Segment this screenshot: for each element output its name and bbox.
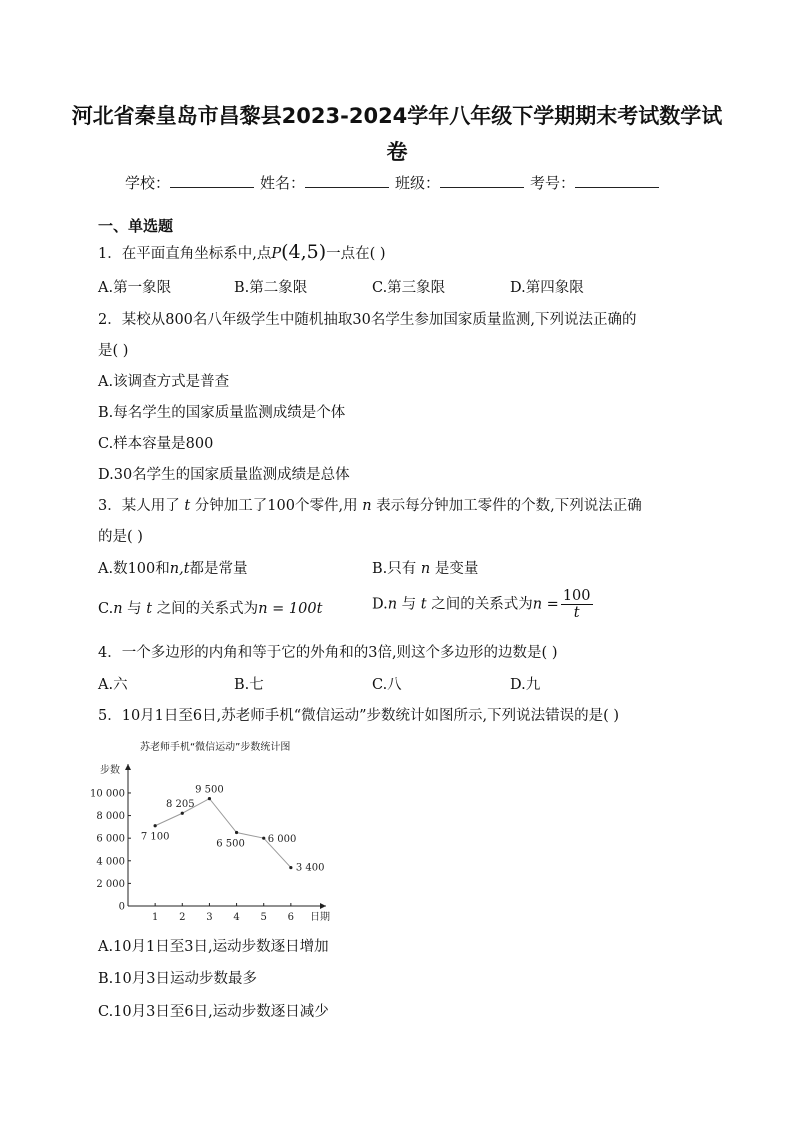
q5-option-b: B.10月3日运动步数最多 [98, 971, 257, 987]
data-label: 7 100 [140, 831, 170, 843]
step-count-line-chart [90, 755, 346, 930]
class-blank [440, 173, 524, 188]
data-point [154, 824, 157, 827]
q3-stem-line-1: 3．某人用了 t 分钟加工了100个零件,用 n 表示每分钟加工零件的个数,下列说法正确 [98, 498, 642, 514]
q4-option-a: A.六 [98, 677, 128, 693]
y-tick-label: 10 000 [90, 788, 125, 800]
data-point [208, 797, 211, 800]
q3-stem-line-2: 的是( ) [98, 529, 143, 545]
q2-option-d: D.30名学生的国家质量监测成绩是总体 [98, 467, 350, 483]
q1-option-a: A.第一象限 [98, 280, 172, 296]
y-tick-label: 2 000 [96, 878, 125, 890]
q5-stem: 5．10月1日至6日,苏老师手机“微信运动”步数统计如图所示,下列说法错误的是( ) [98, 708, 620, 724]
q1-option-b: B.第二象限 [234, 280, 308, 296]
x-tick-label: 1 [151, 912, 159, 923]
x-tick-label: 4 [233, 912, 240, 923]
q4-option-b: B.七 [234, 677, 264, 693]
q2-option-b: B.每名学生的国家质量监测成绩是个体 [98, 405, 346, 421]
data-label: 9 500 [195, 784, 224, 796]
q2-stem-line-1: 2．某校从800名八年级学生中随机抽取30名学生参加国家质量监测,下列说法正确的 [98, 312, 637, 328]
x-tick-label: 2 [179, 912, 186, 923]
number-blank [575, 173, 659, 188]
class-label: 班级： [395, 174, 441, 192]
x-tick-label: 3 [206, 912, 213, 923]
chart-title: 苏老师手机“微信运动”步数统计图 [140, 742, 291, 753]
y-tick-label: 8 000 [96, 811, 125, 823]
section-heading: 一、单选题 [98, 217, 174, 235]
x-axis-arrow [320, 903, 326, 909]
q4-option-c: C.八 [372, 677, 402, 693]
x-axis-label: 日期 [310, 912, 330, 923]
q3-fraction: $\frac{100}{t}$ [562, 588, 591, 621]
name-blank [305, 173, 389, 188]
q3-option-c: C.n 与 t 之间的关系式为n = 100t [98, 601, 323, 617]
data-label: 8 205 [165, 799, 195, 811]
y-axis-label: 步数 [100, 765, 120, 776]
y-tick-label: 6 000 [96, 833, 125, 845]
q1-point: P [271, 246, 282, 262]
data-point [289, 866, 292, 869]
x-tick-label: 6 [287, 912, 295, 923]
exam-title [60, 98, 734, 170]
q3-option-a: A.数100和n,t都是常量 [98, 561, 248, 577]
q4-option-d: D.九 [510, 677, 541, 693]
q2-stem-line-2: 是( ) [98, 343, 129, 359]
y-tick-label: 0 [118, 901, 125, 913]
q1-stem: 1．在平面直角坐标系中,点P(4,5)一点在( ) [98, 241, 386, 263]
data-point [262, 837, 265, 840]
q5-option-c: C.10月3日至6日,运动步数逐日减少 [98, 1004, 329, 1020]
q2-option-a: A.该调查方式是普查 [98, 374, 230, 390]
q4-stem: 4．一个多边形的内角和等于它的外角和的3倍,则这个多边形的边数是( ) [98, 645, 558, 661]
q1-option-c: C.第三象限 [372, 280, 446, 296]
data-label: 3 400 [295, 862, 325, 874]
q3-option-b: B.只有 n 是变量 [372, 561, 479, 577]
q1-coords: (4,5) [281, 241, 327, 263]
number-label: 考号： [530, 174, 576, 192]
q5-option-a: A.10月1日至3日,运动步数逐日增加 [98, 939, 329, 955]
data-point [235, 831, 238, 834]
y-tick-label: 4 000 [96, 856, 125, 868]
data-point [181, 812, 184, 815]
title-line-2: 卷 [386, 140, 408, 164]
x-tick-label: 5 [260, 912, 267, 923]
student-info-row [125, 172, 665, 193]
title-line-1: 河北省秦皇岛市昌黎县2023-2024学年八年级下学期期末考试数学试 [71, 104, 723, 128]
school-label: 学校： [125, 174, 171, 192]
school-blank [170, 173, 254, 188]
q1-option-d: D.第四象限 [510, 280, 584, 296]
name-label: 姓名： [260, 174, 306, 192]
data-label: 6 500 [216, 838, 245, 850]
q3-option-d: D.n 与 t 之间的关系式为n = $\frac{100}{t}$ [372, 588, 591, 621]
y-axis-arrow [125, 764, 131, 770]
q2-option-c: C.样本容量是800 [98, 436, 214, 452]
data-label: 6 000 [267, 834, 297, 846]
